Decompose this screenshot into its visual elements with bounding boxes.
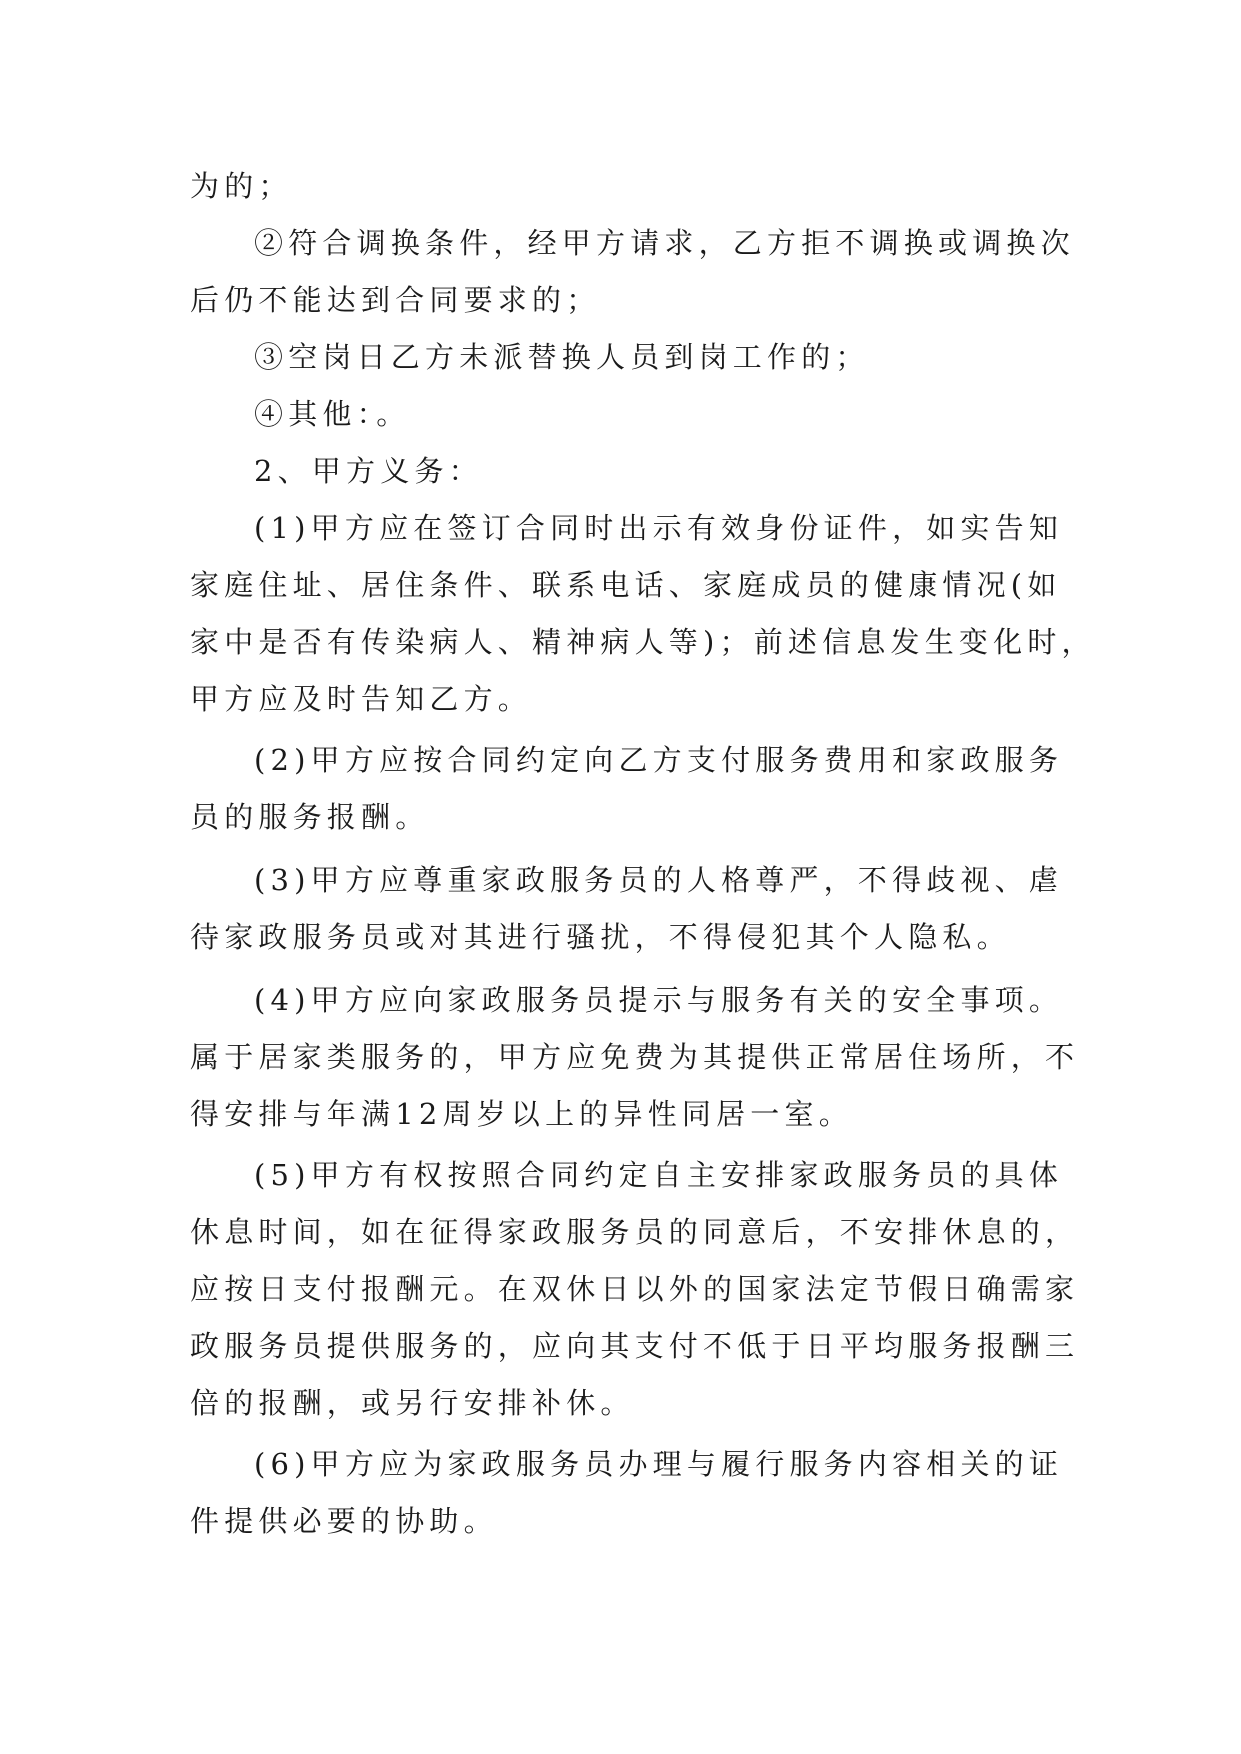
text-line: (6)甲方应为家政服务员办理与履行服务内容相关的证 [254, 1447, 1064, 1481]
text-line: ③空岗日乙方未派替换人员到岗工作的； [254, 340, 870, 374]
text-line: (4)甲方应向家政服务员提示与服务有关的安全事项。 [254, 983, 1064, 1017]
text-line: 得安排与年满12周岁以上的异性同居一室。 [190, 1097, 853, 1131]
text-line: (1)甲方应在签订合同时出示有效身份证件，如实告知 [254, 511, 1064, 545]
text-line: 属于居家类服务的，甲方应免费为其提供正常居住场所，不 [190, 1040, 1080, 1074]
section-heading: 2、甲方义务： [254, 454, 483, 488]
text-line: 件提供必要的协助。 [190, 1504, 498, 1538]
text-line: 待家政服务员或对其进行骚扰，不得侵犯其个人隐私。 [190, 920, 1011, 954]
text-line: 后仍不能达到合同要求的； [190, 283, 601, 317]
text-line: (5)甲方有权按照合同约定自主安排家政服务员的具体 [254, 1158, 1064, 1192]
text-line: 员的服务报酬。 [190, 800, 430, 834]
text-line: 倍的报酬，或另行安排补休。 [190, 1386, 635, 1420]
text-line: 政服务员提供服务的，应向其支付不低于日平均服务报酬三 [190, 1329, 1080, 1363]
text-line: ②符合调换条件，经甲方请求，乙方拒不调换或调换次 [254, 226, 1075, 260]
text-line: (2)甲方应按合同约定向乙方支付服务费用和家政服务 [254, 743, 1064, 777]
text-line: 应按日支付报酬元。在双休日以外的国家法定节假日确需家 [190, 1272, 1080, 1306]
text-line: (3)甲方应尊重家政服务员的人格尊严，不得歧视、虐 [254, 863, 1064, 897]
text-line: ④其他：。 [254, 397, 411, 431]
text-line: 为的； [190, 169, 293, 203]
text-line: 休息时间，如在征得家政服务员的同意后，不安排休息的， [190, 1215, 1080, 1249]
text-line: 家庭住址、居住条件、联系电话、家庭成员的健康情况(如 [190, 568, 1062, 602]
text-line: 甲方应及时告知乙方。 [190, 682, 533, 716]
text-line: 家中是否有传染病人、精神病人等)；前述信息发生变化时， [190, 625, 1096, 659]
